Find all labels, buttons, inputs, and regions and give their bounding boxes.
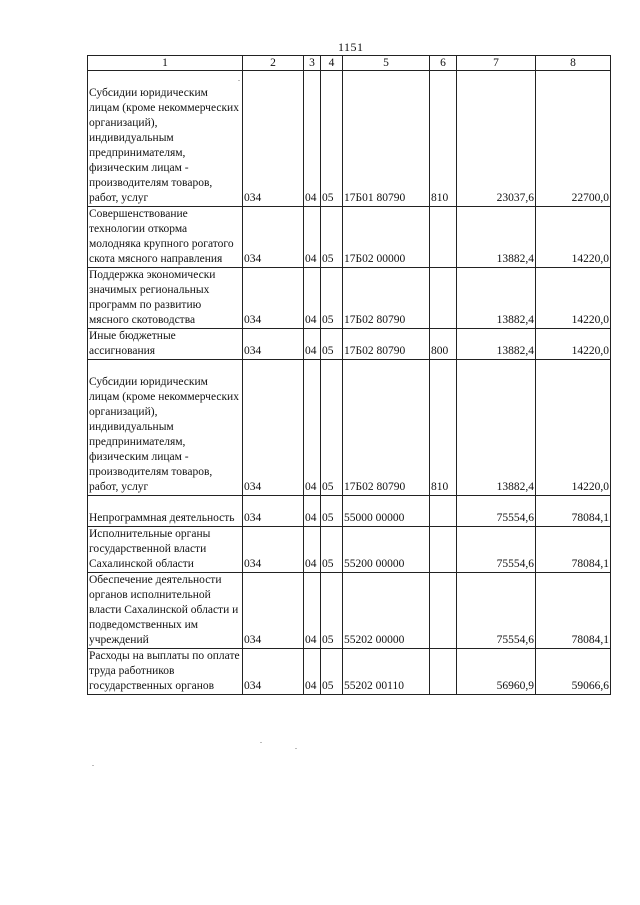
target-code: 55000 00000: [343, 496, 430, 527]
column-header: 3: [304, 56, 321, 71]
ministry-code: 034: [243, 329, 304, 360]
row-name: Субсидии юридическим лицам (кроме некоммерческих организаций), индивидуальным предпринимателям, физическим лицам - производителям товаров, работ, услуг: [88, 360, 243, 496]
amount-col8: 14220,0: [536, 268, 611, 329]
table-row: [88, 360, 611, 496]
scan-speck: [295, 748, 297, 749]
table-row: [88, 329, 611, 360]
table-row: [88, 649, 611, 695]
table-row: [88, 527, 611, 573]
subsection-code: 05: [321, 268, 343, 329]
amount-col7: 23037,6: [457, 71, 536, 207]
table-row: [88, 496, 611, 527]
ministry-code: 034: [243, 71, 304, 207]
scan-speck: [238, 80, 240, 81]
target-code: 17Б02 80790: [343, 360, 430, 496]
ministry-code: 034: [243, 360, 304, 496]
column-header: 8: [536, 56, 611, 71]
section-code: 04: [304, 649, 321, 695]
subsection-code: 05: [321, 496, 343, 527]
subsection-code: 05: [321, 527, 343, 573]
amount-col8: 78084,1: [536, 496, 611, 527]
table-row: [88, 268, 611, 329]
target-code: 17Б01 80790: [343, 71, 430, 207]
section-code: 04: [304, 71, 321, 207]
amount-col8: 14220,0: [536, 329, 611, 360]
section-code: 04: [304, 496, 321, 527]
row-name: Поддержка экономически значимых региональных программ по развитию мясного скотоводства: [88, 268, 243, 329]
table-row: [88, 207, 611, 268]
row-name: Непрограммная деятельность: [88, 496, 243, 527]
amount-col8: 59066,6: [536, 649, 611, 695]
section-code: 04: [304, 329, 321, 360]
row-name: Расходы на выплаты по оплате труда работников государственных органов: [88, 649, 243, 695]
ministry-code: 034: [243, 649, 304, 695]
target-code: 55200 00000: [343, 527, 430, 573]
row-name: Обеспечение деятельности органов исполнительной власти Сахалинской области и подведомственных им учреждений: [88, 573, 243, 649]
subsection-code: 05: [321, 207, 343, 268]
amount-col7: 56960,9: [457, 649, 536, 695]
amount-col7: 13882,4: [457, 360, 536, 496]
amount-col7: 13882,4: [457, 329, 536, 360]
amount-col7: 13882,4: [457, 207, 536, 268]
amount-col7: 75554,6: [457, 573, 536, 649]
column-header: 7: [457, 56, 536, 71]
section-code: 04: [304, 360, 321, 496]
scan-speck: [260, 742, 262, 743]
amount-col8: 14220,0: [536, 360, 611, 496]
column-header: 2: [243, 56, 304, 71]
ministry-code: 034: [243, 496, 304, 527]
expense-type-code: [430, 527, 457, 573]
subsection-code: 05: [321, 573, 343, 649]
expense-type-code: [430, 649, 457, 695]
ministry-code: 034: [243, 268, 304, 329]
page-number: 1151: [338, 40, 364, 54]
amount-col8: 78084,1: [536, 527, 611, 573]
subsection-code: 05: [321, 649, 343, 695]
amount-col7: 75554,6: [457, 496, 536, 527]
target-code: 17Б02 00000: [343, 207, 430, 268]
amount-col8: 14220,0: [536, 207, 611, 268]
target-code: 17Б02 80790: [343, 329, 430, 360]
ministry-code: 034: [243, 207, 304, 268]
table-row: [88, 573, 611, 649]
row-name: Иные бюджетные ассигнования: [88, 329, 243, 360]
row-name: Совершенствование технологии откорма молодняка крупного рогатого скота мясного направления: [88, 207, 243, 268]
target-code: 55202 00110: [343, 649, 430, 695]
target-code: 17Б02 80790: [343, 268, 430, 329]
expense-type-code: [430, 573, 457, 649]
expense-type-code: 800: [430, 329, 457, 360]
column-header: 4: [321, 56, 343, 71]
expense-type-code: 810: [430, 71, 457, 207]
expense-type-code: [430, 496, 457, 527]
section-code: 04: [304, 573, 321, 649]
scan-speck: [92, 765, 94, 766]
section-code: 04: [304, 268, 321, 329]
section-code: 04: [304, 207, 321, 268]
table-row: [88, 71, 611, 207]
ministry-code: 034: [243, 573, 304, 649]
subsection-code: 05: [321, 329, 343, 360]
ministry-code: 034: [243, 527, 304, 573]
amount-col7: 75554,6: [457, 527, 536, 573]
amount-col8: 22700,0: [536, 71, 611, 207]
row-name: Исполнительные органы государственной власти Сахалинской области: [88, 527, 243, 573]
section-code: 04: [304, 527, 321, 573]
amount-col8: 78084,1: [536, 573, 611, 649]
column-header: 6: [430, 56, 457, 71]
expense-type-code: [430, 268, 457, 329]
target-code: 55202 00000: [343, 573, 430, 649]
expense-type-code: 810: [430, 360, 457, 496]
subsection-code: 05: [321, 71, 343, 207]
column-header: 5: [343, 56, 430, 71]
budget-table: [87, 55, 611, 695]
column-number-row: [88, 56, 611, 71]
row-name: Субсидии юридическим лицам (кроме некоммерческих организаций), индивидуальным предпринимателям, физическим лицам - производителям товаров, работ, услуг: [88, 71, 243, 207]
subsection-code: 05: [321, 360, 343, 496]
amount-col7: 13882,4: [457, 268, 536, 329]
expense-type-code: [430, 207, 457, 268]
column-header: 1: [88, 56, 243, 71]
